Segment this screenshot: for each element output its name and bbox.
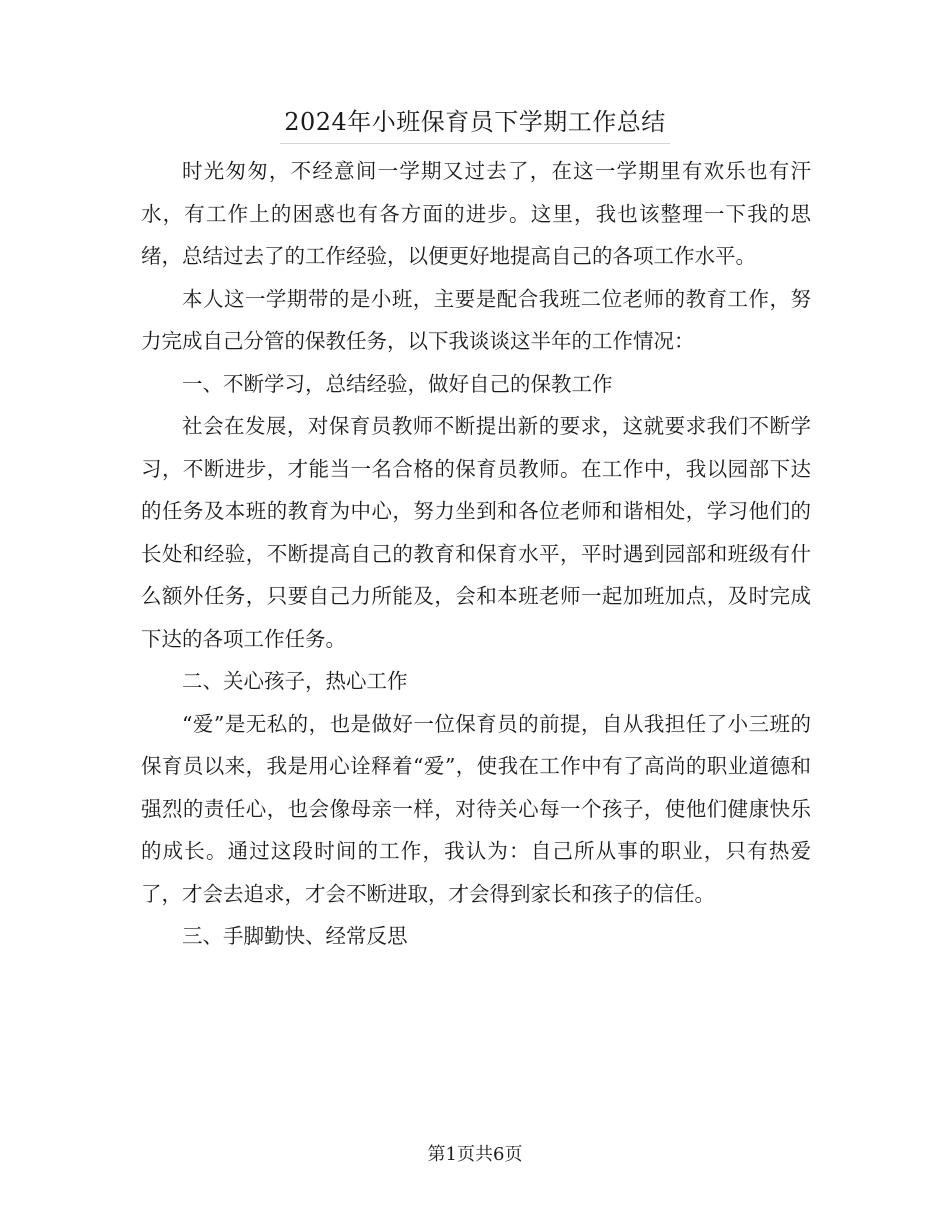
document-body <box>141 150 811 958</box>
section-heading-3: 三、手脚勤快、经常反思 <box>182 924 408 948</box>
paragraph-section-2: “爱”是无私的，也是做好一位保育员的前提，自从我担任了小三班的保育员以来，我是用心诠释着“爱”，使我在工作中有了高尚的职业道德和强烈的责任心，也会像母亲一样，对待关心每一个孩子，使他们健康快乐的成长。通过这段时间的工作，我认为：自己所从事的职业，只有热爱了，才会去追求，才会不断进取，才会得到家长和孩子的信任。 <box>141 711 811 906</box>
document-title: 2024年小班保育员下学期工作总结 <box>284 108 666 136</box>
paragraph-section-1: 社会在发展，对保育员教师不断提出新的要求，这就要求我们不断学习，不断进步，才能当一名合格的保育员教师。在工作中，我以园部下达的任务及本班的教育为中心，努力坐到和各位老师和谐相处，学习他们的长处和经验，不断提高自己的教育和保育水平，平时遇到园部和班级有什么额外任务，只要自己力所能及，会和本班老师一起加班加点，及时完成下达的各项工作任务。 <box>141 414 811 651</box>
paragraph-intro: 时光匆匆，不经意间一学期又过去了，在这一学期里有欢乐也有汗水，有工作上的困惑也有各方面的进步。这里，我也该整理一下我的思绪，总结过去了的工作经验，以便更好地提高自己的各项工作水平。 <box>141 159 811 268</box>
section-heading-1: 一、不断学习，总结经验，做好自己的保教工作 <box>182 371 613 396</box>
page-number-footer: 第1页共6页 <box>427 1144 523 1165</box>
paragraph-overview: 本人这一学期带的是小班，主要是配合我班二位老师的教育工作，努力完成自己分管的保教任务，以下我谈谈这半年的工作情况： <box>141 286 811 353</box>
title-underline <box>280 143 670 144</box>
section-heading-2: 二、关心孩子，热心工作 <box>182 669 408 693</box>
